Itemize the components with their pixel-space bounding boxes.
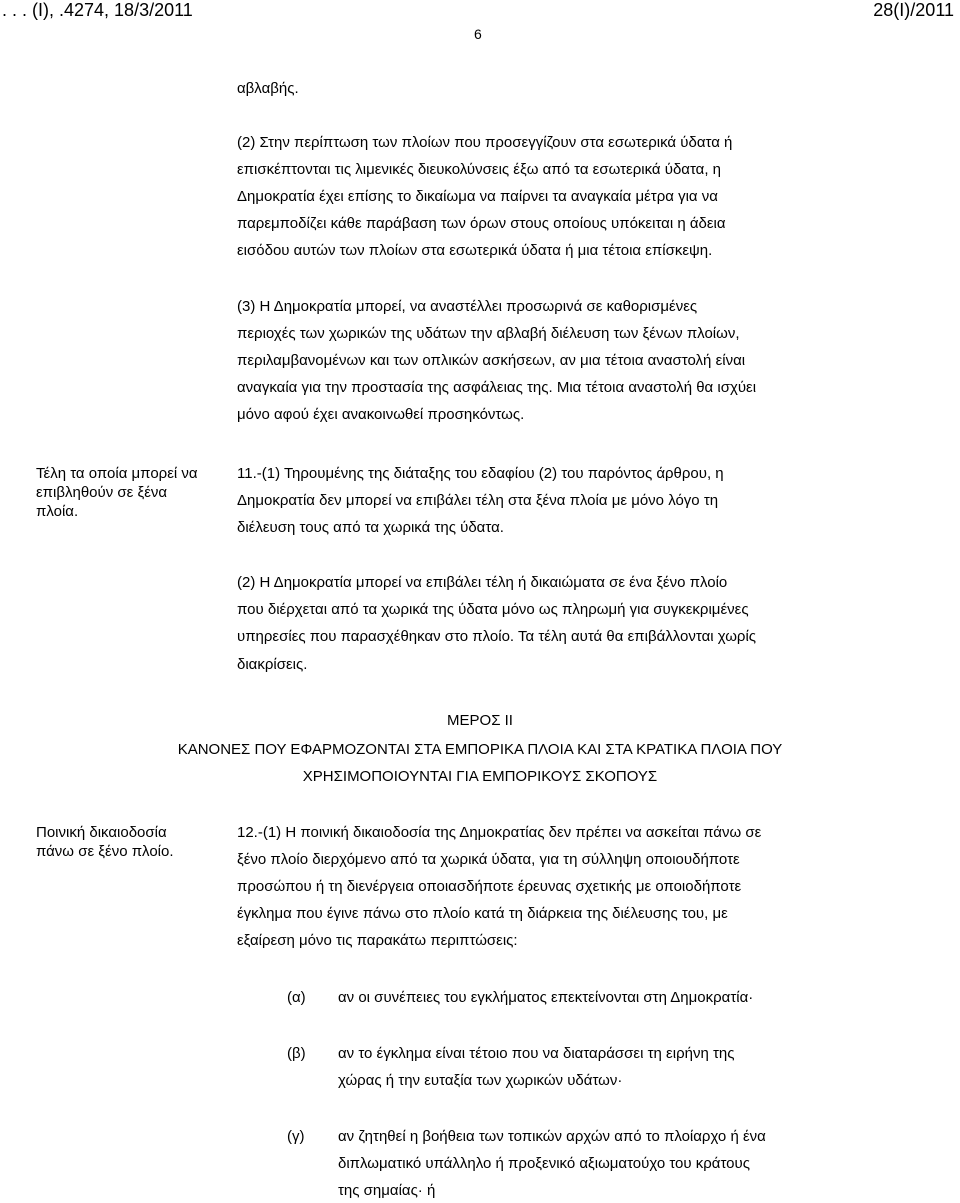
paragraph-line: υπηρεσίες που παρασχέθηκαν στο πλοίο. Τα τέλη αυτά θα επιβάλλονται χωρίς — [237, 628, 757, 645]
paragraph-line: εξαίρεση μόνο τις παρακάτω περιπτώσεις: — [237, 932, 518, 949]
continued-text: αβλαβής. — [237, 80, 299, 97]
item-text-line: διπλωματικό υπάλληλο ή προξενικό αξιωματούχο του κράτους — [338, 1155, 750, 1172]
page-number: 6 — [474, 26, 482, 42]
item-label: (β) — [287, 1045, 306, 1062]
paragraph-line: 12.-(1) Η ποινική δικαιοδοσία της Δημοκρατίας δεν πρέπει να ασκείται πάνω σε — [237, 824, 762, 841]
paragraph-line: διέλευση τους από τα χωρικά της ύδατα. — [237, 519, 504, 536]
header-reference: . . . (Ι), .4274, 18/3/2011 — [2, 0, 193, 20]
paragraph-line: 11.-(1) Τηρουμένης της διάταξης του εδαφίου (2) του παρόντος άρθρου, η — [237, 465, 724, 482]
margin-note-line: επιβληθούν σε ξένα — [36, 484, 168, 501]
item-label: (α) — [287, 989, 306, 1006]
part-heading: ΜΕΡΟΣ ΙΙ — [447, 712, 513, 729]
margin-note-line: Ποινική δικαιοδοσία — [36, 824, 167, 841]
paragraph-line: αναγκαία για την προστασία της ασφάλειας της. Μια τέτοια αναστολή θα ισχύει — [237, 379, 757, 396]
paragraph-line: (2) Στην περίπτωση των πλοίων που προσεγγίζουν στα εσωτερικά ύδατα ή — [237, 134, 733, 151]
paragraph-line: περιλαμβανομένων και των οπλικών ασκήσεων, αν μια τέτοια αναστολή είναι — [237, 352, 746, 369]
paragraph-line: περιοχές των χωρικών της υδάτων την αβλαβή διέλευση των ξένων πλοίων, — [237, 325, 740, 342]
paragraph-line: που διέρχεται από τα χωρικά της ύδατα μόνο ως πληρωμή για συγκεκριμένες — [237, 601, 749, 618]
paragraph-line: επισκέπτονται τις λιμενικές διευκολύνσεις έξω από τα εσωτερικά ύδατα, η — [237, 161, 722, 178]
item-text-line: της σημαίας· ή — [338, 1182, 436, 1199]
paragraph-line: Δημοκρατία δεν μπορεί να επιβάλει τέλη στα ξένα πλοία με μόνο λόγο τη — [237, 492, 719, 509]
item-label: (γ) — [287, 1128, 305, 1145]
paragraph-line: ξένο πλοίο διερχόμενο από τα χωρικά ύδατα, για τη σύλληψη οποιουδήποτε — [237, 851, 740, 868]
paragraph-line: έγκλημα που έγινε πάνω στο πλοίο κατά τη διάρκεια της διέλευσης του, με — [237, 905, 728, 922]
margin-note-line: Τέλη τα οποία μπορεί να — [36, 465, 198, 482]
paragraph-line: προσώπου ή τη διενέργεια οποιασδήποτε έρευνας σχετικής με οποιοδήποτε — [237, 878, 742, 895]
header-law-number: 28(I)/2011 — [873, 0, 954, 20]
margin-note-line: πάνω σε ξένο πλοίο. — [36, 843, 174, 860]
item-text-line: αν οι συνέπειες του εγκλήματος επεκτείνονται στη Δημοκρατία· — [338, 989, 754, 1006]
paragraph-line: Δημοκρατία έχει επίσης το δικαίωμα να παίρνει τα αναγκαία μέτρα για να — [237, 188, 718, 205]
part-title-line-2: ΧΡΗΣΙΜΟΠΟΙΟΥΝΤΑΙ ΓΙΑ ΕΜΠΟΡΙΚΟΥΣ ΣΚΟΠΟΥΣ — [302, 768, 658, 785]
paragraph-line: παρεμποδίζει κάθε παράβαση των όρων στους οποίους υπόκειται η άδεια — [237, 215, 726, 232]
paragraph-line: (3) Η Δημοκρατία μπορεί, να αναστέλλει προσωρινά σε καθορισμένες — [237, 298, 698, 315]
item-text-line: αν ζητηθεί η βοήθεια των τοπικών αρχών από το πλοίαρχο ή ένα — [338, 1128, 766, 1145]
paragraph-line: εισόδου αυτών των πλοίων στα εσωτερικά ύδατα ή μια τέτοια επίσκεψη. — [237, 242, 713, 259]
paragraph-line: μόνο αφού έχει ανακοινωθεί προσηκόντως. — [237, 406, 525, 423]
paragraph-line: (2) Η Δημοκρατία μπορεί να επιβάλει τέλη ή δικαιώματα σε ένα ξένο πλοίο — [237, 574, 728, 591]
margin-note-line: πλοία. — [36, 503, 79, 520]
part-title-line-1: ΚΑΝΟΝΕΣ ΠΟΥ ΕΦΑΡΜΟΖΟΝΤΑΙ ΣΤΑ ΕΜΠΟΡΙΚΑ ΠΛΟΙΑ ΚΑΙ ΣΤΑ ΚΡΑΤΙΚΑ ΠΛΟΙΑ ΠΟΥ — [177, 741, 783, 758]
item-text-line: αν το έγκλημα είναι τέτοιο που να διαταράσσει τη ειρήνη της — [338, 1045, 735, 1062]
item-text-line: χώρας ή την ευταξία των χωρικών υδάτων· — [338, 1072, 623, 1089]
paragraph-line: διακρίσεις. — [237, 656, 308, 673]
